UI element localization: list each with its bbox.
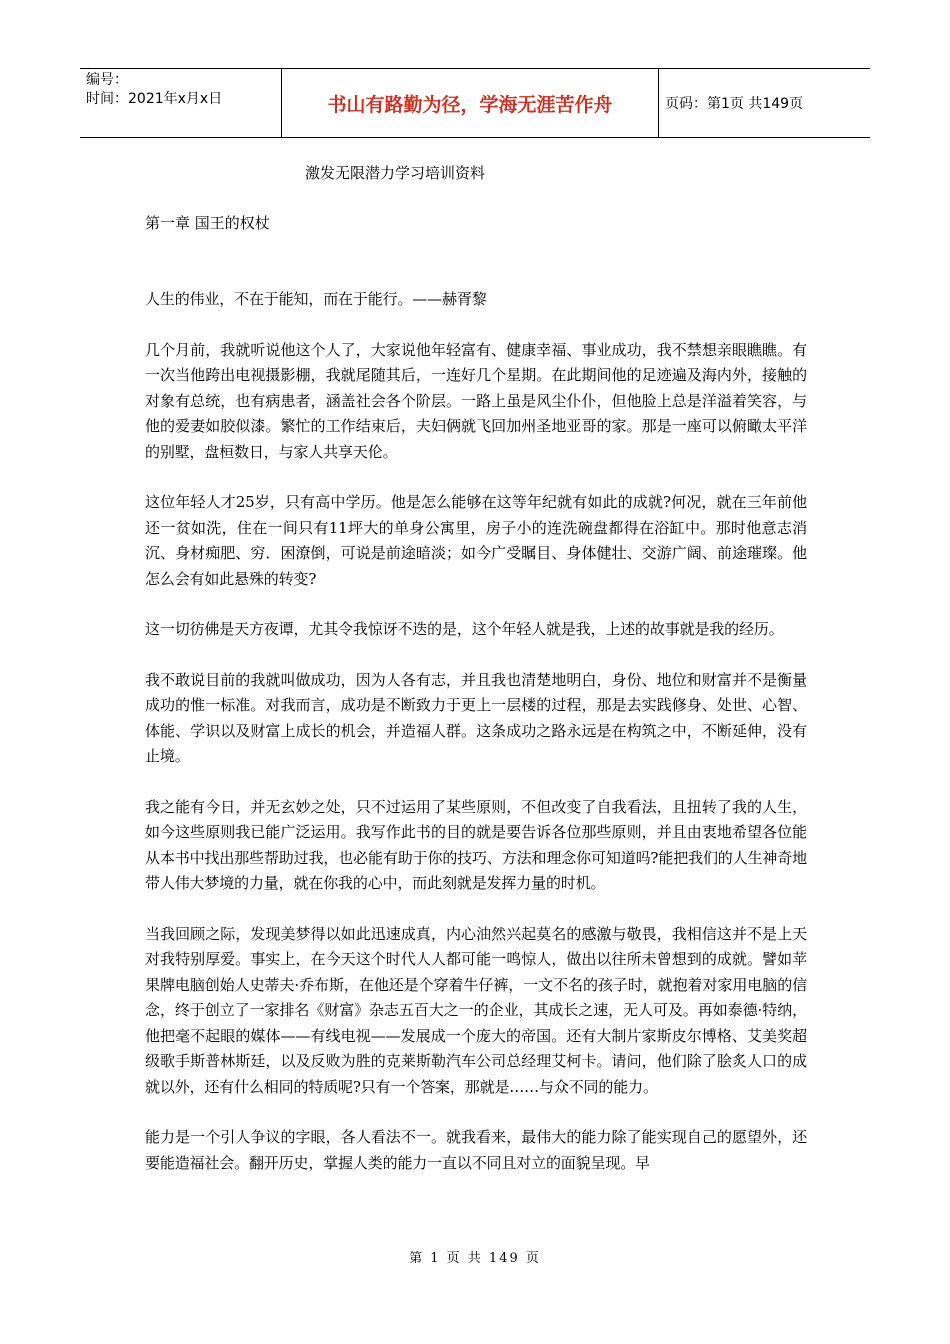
paragraph: 我不敢说目前的我就叫做成功，因为人各有志，并且我也清楚地明白，身份、地位和财富并不是衡量成功的惟一标准。对我而言，成功是不断致力于更上一层楼的过程，那是去实践修身、处世、心智、体能、学识以及财富上成长的机会，并造福人群。这条成功之路永远是在构筑之中，不断延伸，没有止境。: [145, 670, 807, 765]
paragraph: 这位年轻人才25岁，只有高中学历。他是怎么能够在这等年纪就有如此的成就?何况，就在三年前他还一贫如洗，住在一间只有11坪大的单身公寓里，房子小的连洗碗盘都得在浴缸中。那时他意志消沉、身材痴肥、穷．困潦倒，可说是前途暗淡；如今广受瞩目、身体健壮、交游广阔、前途璀璨。他怎么会有如此悬殊的转变?: [145, 493, 807, 588]
chapter-title: 第一章 国王的权杖: [145, 214, 270, 232]
header-motto: 书山有路勤为径，学海无涯苦作舟: [282, 69, 659, 137]
document-title: 激发无限潜力学习培训资料: [305, 164, 486, 182]
paragraph: 我之能有今日，并无玄妙之处，只不过运用了某些原则，不但改变了自我看法，且扭转了我的人生，如今这些原则我已能广泛运用。我写作此书的目的就是要告诉各位那些原则，并且由衷地希望各位能从本书中找出那些帮助过我，也必能有助于你的技巧、方法和理念你可知道吗?能把我们的人生神奇地带人伟大梦境的力量，就在你我的心中，而此刻就是发挥力量的时机。: [145, 797, 807, 892]
time-label: 时间：2021年x月x日: [86, 91, 223, 107]
serial-label: 编号：: [86, 72, 128, 88]
page-header: [80, 68, 870, 138]
body-text: [145, 287, 807, 1201]
page-footer: 第 1 页 共 149 页: [409, 1251, 541, 1266]
paragraph: 几个月前，我就听说他这个人了，大家说他年轻富有、健康幸福、事业成功，我不禁想亲眼瞧瞧。有一次当他跨出电视摄影棚，我就尾随其后，一连好几个星期。在此期间他的足迹遍及海内外，接触的对象有总统，也有病患者，涵盖社会各个阶层。一路上虽是风尘仆仆，但他脸上总是洋溢着笑容，与他的爱妻如胶似漆。繁忙的工作结束后，夫妇俩就飞回加州圣地亚哥的家。那是一座可以俯瞰太平洋的别墅，盘桓数日，与家人共享天伦。: [145, 340, 807, 461]
paragraph: 当我回顾之际，发现美梦得以如此迅速成真，内心油然兴起莫名的感激与敬畏，我相信这并不是上天对我特别厚爱。事实上，在今天这个时代人人都可能一鸣惊人，做出以往所未曾想到的成就。譬如苹果牌电脑创始人史蒂夫·乔布斯，在他还是个穿着牛仔裤，一文不名的孩子时，就抱着对家用电脑的信念，终于创立了一家排名《财富》杂志五百大之一的企业，其成长之速，无人可及。再如泰德·特纳，他把毫不起眼的媒体——有线电视——发展成一个庞大的帝国。还有大制片家斯皮尔博格、艾美奖超级歌手斯普林斯廷，以及反败为胜的克莱斯勒汽车公司总经理艾柯卡。请问，他们除了脍炙人口的成就以外，还有什么相同的特质呢?只有一个答案，那就是……与众不同的能力。: [145, 924, 807, 1096]
header-page-info: 页码：第1页 共149页: [665, 96, 804, 112]
header-meta: [80, 69, 282, 137]
paragraph: 这一切彷佛是天方夜谭，尤其令我惊讶不迭的是，这个年轻人就是我，上述的故事就是我的经历。: [145, 620, 784, 638]
paragraph: 能力是一个引人争议的字眼，各人看法不一。就我看来，最伟大的能力除了能实现自己的愿望外，还要能造福社会。翻开历史，掌握人类的能力一直以不同且对立的面貌呈现。早: [145, 1128, 807, 1172]
paragraph: 人生的伟业，不在于能知，而在于能行。——赫胥黎: [145, 290, 487, 308]
